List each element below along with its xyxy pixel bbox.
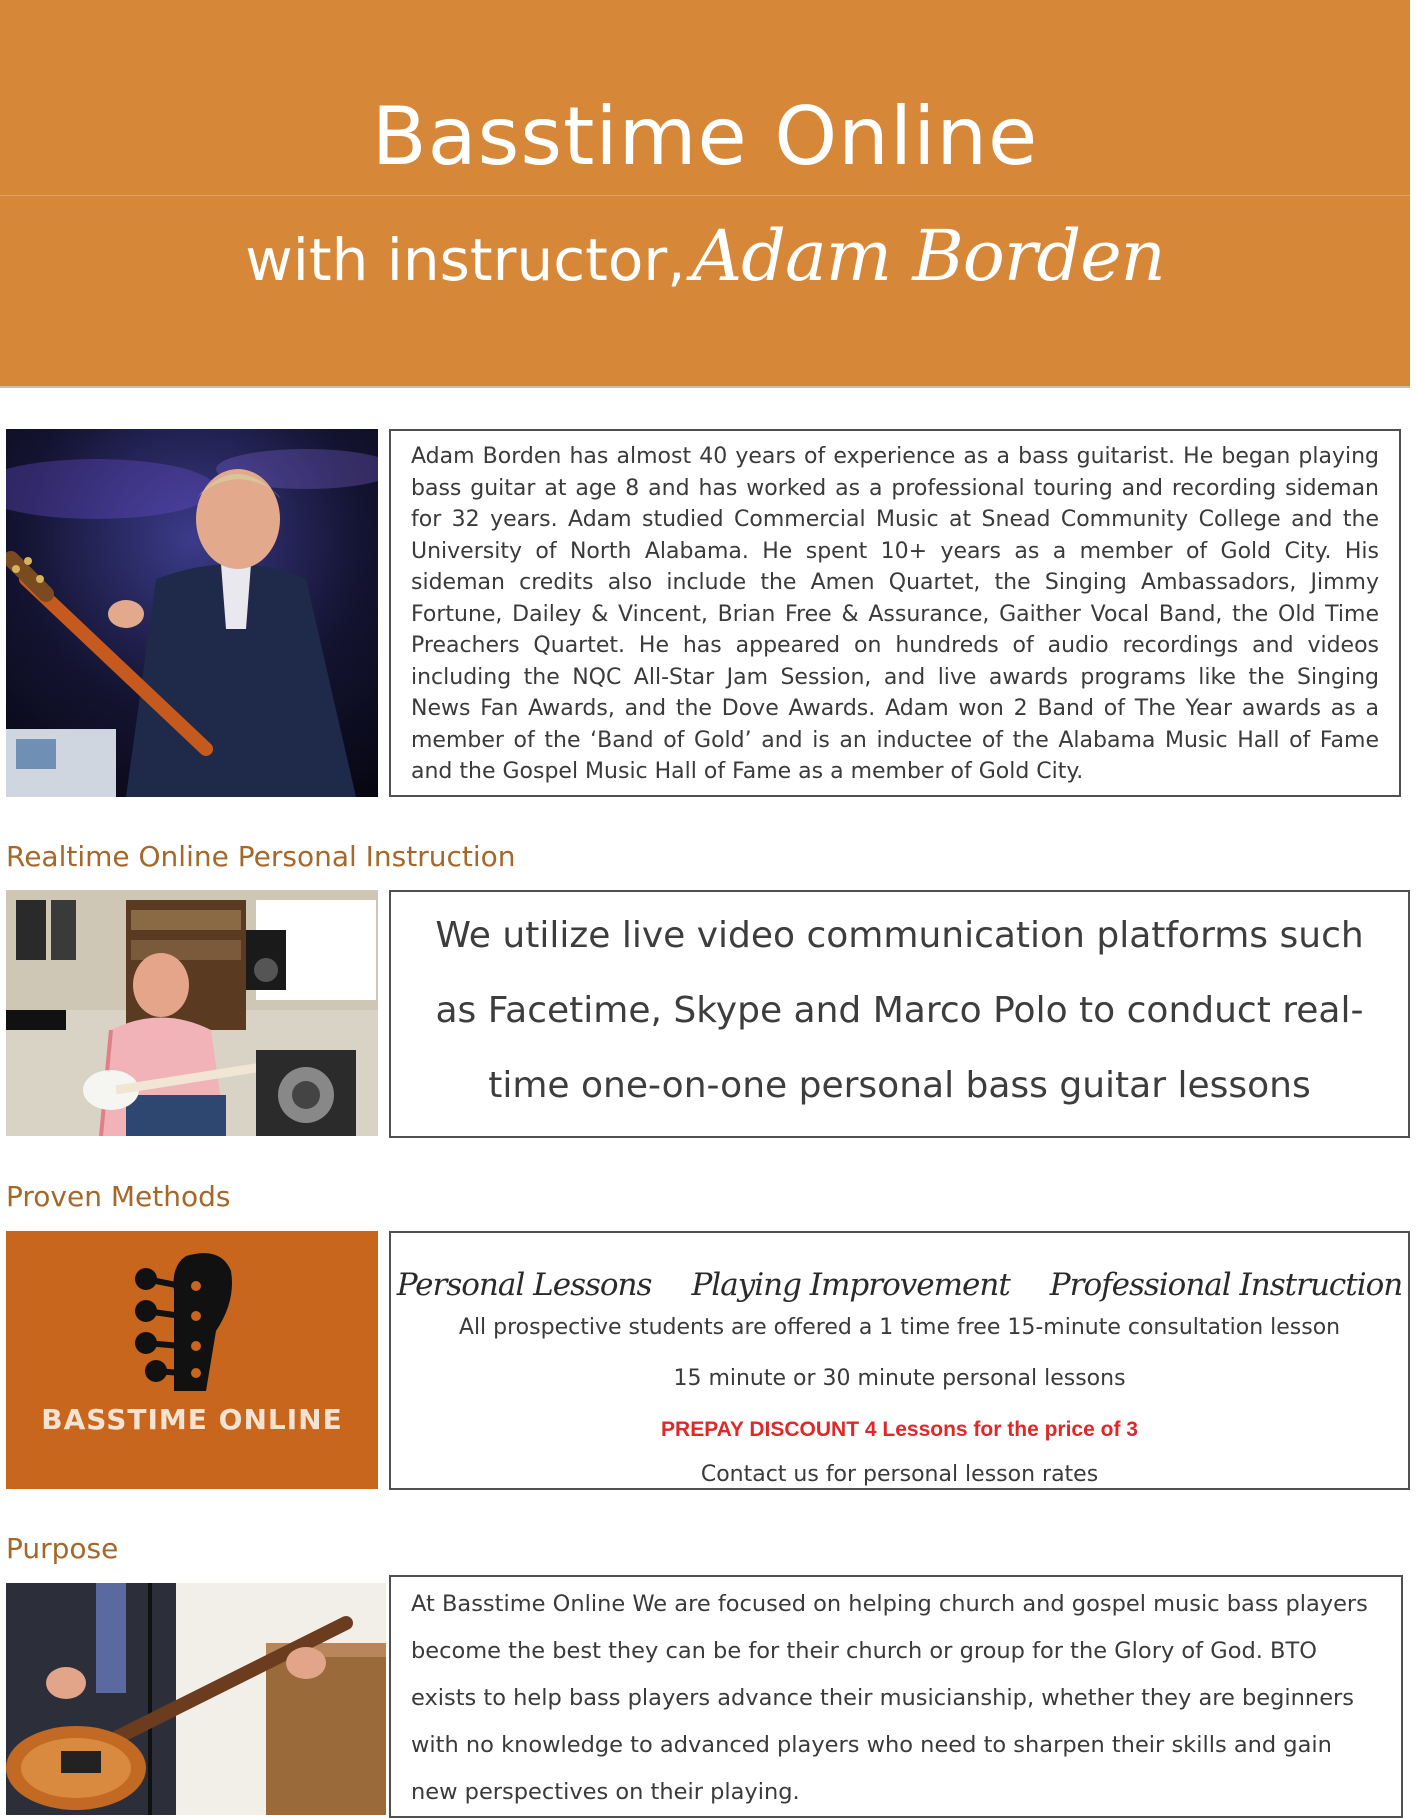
header-banner bbox=[0, 0, 1410, 388]
heading-professional-instruction: Professional Instruction bbox=[1049, 1267, 1403, 1303]
prepay-discount-text: PREPAY DISCOUNT 4 Lessons for the price of 3 bbox=[661, 1418, 1138, 1441]
header-divider bbox=[0, 195, 1410, 196]
heading-playing-improvement: Playing Improvement bbox=[691, 1267, 1010, 1303]
instructor-name: Adam Borden bbox=[691, 215, 1165, 297]
lesson-lengths-text: 15 minute or 30 minute personal lessons bbox=[673, 1366, 1126, 1391]
section-label-methods: Proven Methods bbox=[6, 1180, 231, 1213]
realtime-box bbox=[389, 890, 1410, 1138]
bio-box bbox=[389, 429, 1401, 797]
basstime-logo bbox=[6, 1231, 378, 1489]
page-title: Basstime Online bbox=[371, 90, 1039, 183]
purpose-text: At Basstime Online We are focused on helping church and gospel music bass players become the best they can be for their church or group for the Glory of God. BTO exists to help bass players advance their musicianship, whether they are beginners with no knowledge to advanced players who need to sharpen their skills and gain new perspectives on their playing. bbox=[411, 1591, 1368, 1805]
section-label-realtime: Realtime Online Personal Instruction bbox=[6, 840, 516, 873]
realtime-text: We utilize live video communication platforms such as Facetime, Skype and Marco Polo to conduct real-time one-on-one personal bass guitar lessons bbox=[435, 915, 1364, 1106]
bio-text: Adam Borden has almost 40 years of experience as a bass guitarist. He began playing bass guitar at age 8 and has worked as a professional touring and recording sideman for 32 years. Adam studied Commercial Music at Snead Community College and the University of North Alabama. He spent 10+ years as a member of Gold City. His sideman credits also include the Amen Quartet, the Singing Ambassadors, Jimmy Fortune, Dailey & Vincent, Brian Free & Assurance, Gaither Vocal Band, the Old Time Preachers Quartet. He has appeared on hundreds of audio recordings and videos including the NQC All-Star Jam Session, and live awards programs like the Singing News Fan Awards, and the Dove Awards. Adam won 2 Band of The Year awards as a member of the ‘Band of Gold’ and is an inductee of the Alabama Music Hall of Fame and the Gospel Music Hall of Fame as a member of Gold City. bbox=[411, 444, 1379, 784]
bass-player-photo bbox=[6, 1583, 386, 1815]
instructor-studio-photo bbox=[6, 890, 378, 1136]
methods-box bbox=[389, 1231, 1410, 1490]
instructor-stage-photo bbox=[6, 429, 378, 797]
page-subtitle bbox=[0, 215, 1410, 297]
methods-headings bbox=[391, 1267, 1408, 1303]
section-label-purpose: Purpose bbox=[6, 1532, 119, 1565]
heading-personal-lessons: Personal Lessons bbox=[396, 1267, 652, 1303]
consultation-text: All prospective students are offered a 1 time free 15-minute consultation lesson bbox=[458, 1315, 1341, 1340]
subtitle-prefix: with instructor, bbox=[245, 226, 686, 294]
purpose-box bbox=[389, 1575, 1403, 1818]
logo-wordmark: BASSTIME ONLINE bbox=[41, 1403, 343, 1436]
bass-headstock-icon bbox=[6, 1231, 378, 1489]
contact-rates-text: Contact us for personal lesson rates bbox=[700, 1462, 1099, 1487]
